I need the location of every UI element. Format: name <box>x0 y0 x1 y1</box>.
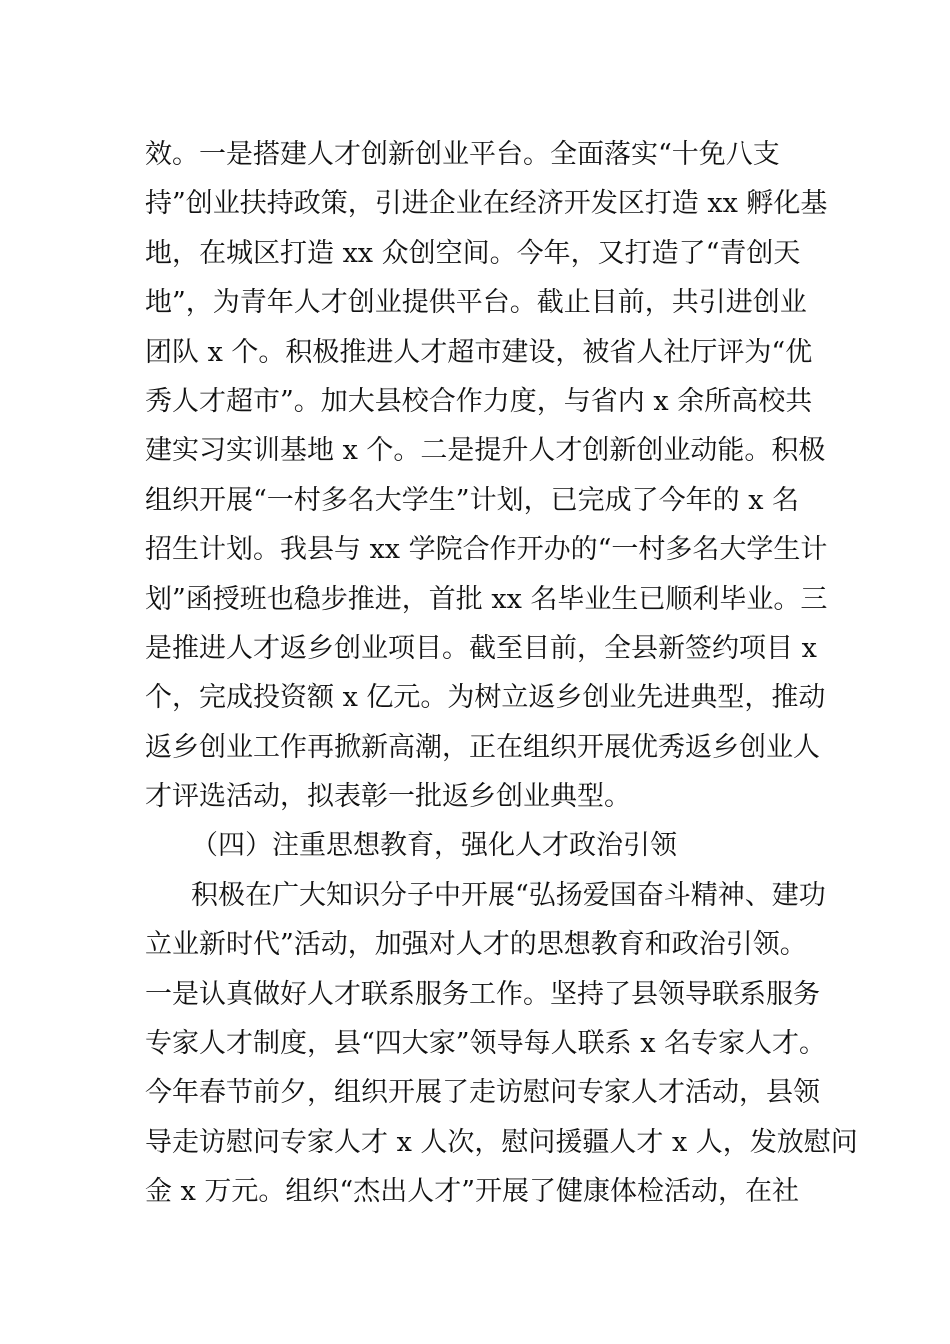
text-line: 秀人才超市”。加大县校合作力度，与省内 x 余所高校共 <box>145 385 813 417</box>
text-line: 建实习实训基地 x 个。二是提升人才创新创业动能。积极 <box>145 435 826 467</box>
text-line: 持”创业扶持政策，引进企业在经济开发区打造 xx 孵化基 <box>145 188 828 220</box>
text-line: 组织开展“一村多名大学生”计划，已完成了今年的 x 名 <box>145 484 799 516</box>
body-text <box>145 130 858 1217</box>
text-line: 专家人才制度，县“四大家”领导每人联系 x 名专家人才。 <box>145 1028 826 1060</box>
text-line: 是推进人才返乡创业项目。截至目前，全县新签约项目 x <box>145 632 817 664</box>
text-line: 返乡创业工作再掀新高潮，正在组织开展优秀返乡创业人 <box>145 731 820 763</box>
text-line: 个，完成投资额 x 亿元。为树立返乡创业先进典型，推动 <box>145 682 826 714</box>
text-line: 一是认真做好人才联系服务工作。坚持了县领导联系服务 <box>145 978 820 1010</box>
text-line: 积极在广大知识分子中开展“弘扬爱国奋斗精神、建功 <box>191 879 826 911</box>
text-line: 立业新时代”活动，加强对人才的思想教育和政治引领。 <box>145 929 807 961</box>
section-heading: （四）注重思想教育，强化人才政治引领 <box>191 830 677 862</box>
text-line: 导走访慰问专家人才 x 人次，慰问援疆人才 x 人，发放慰问 <box>145 1126 858 1158</box>
text-line: 金 x 万元。组织“杰出人才”开展了健康体检活动，在社 <box>145 1176 799 1208</box>
text-line: 才评选活动，拟表彰一批返乡创业典型。 <box>145 781 631 813</box>
text-line: 地，在城区打造 xx 众创空间。今年，又打造了“青创天 <box>145 237 801 269</box>
text-line: 效。一是搭建人才创新创业平台。全面落实“十免八支 <box>145 139 780 170</box>
text-line: 团队 x 个。积极推进人才超市建设，被省人社厅评为“优 <box>145 336 813 368</box>
text-line: 划”函授班也稳步推进，首批 xx 名毕业生已顺利毕业。三 <box>145 583 828 615</box>
text-line: 招生计划。我县与 xx 学院合作开办的“一村多名大学生计 <box>145 534 828 566</box>
text-line: 今年春节前夕，组织开展了走访慰问专家人才活动，县领 <box>145 1077 820 1109</box>
text-line: 地”，为青年人才创业提供平台。截止目前，共引进创业 <box>145 287 807 319</box>
